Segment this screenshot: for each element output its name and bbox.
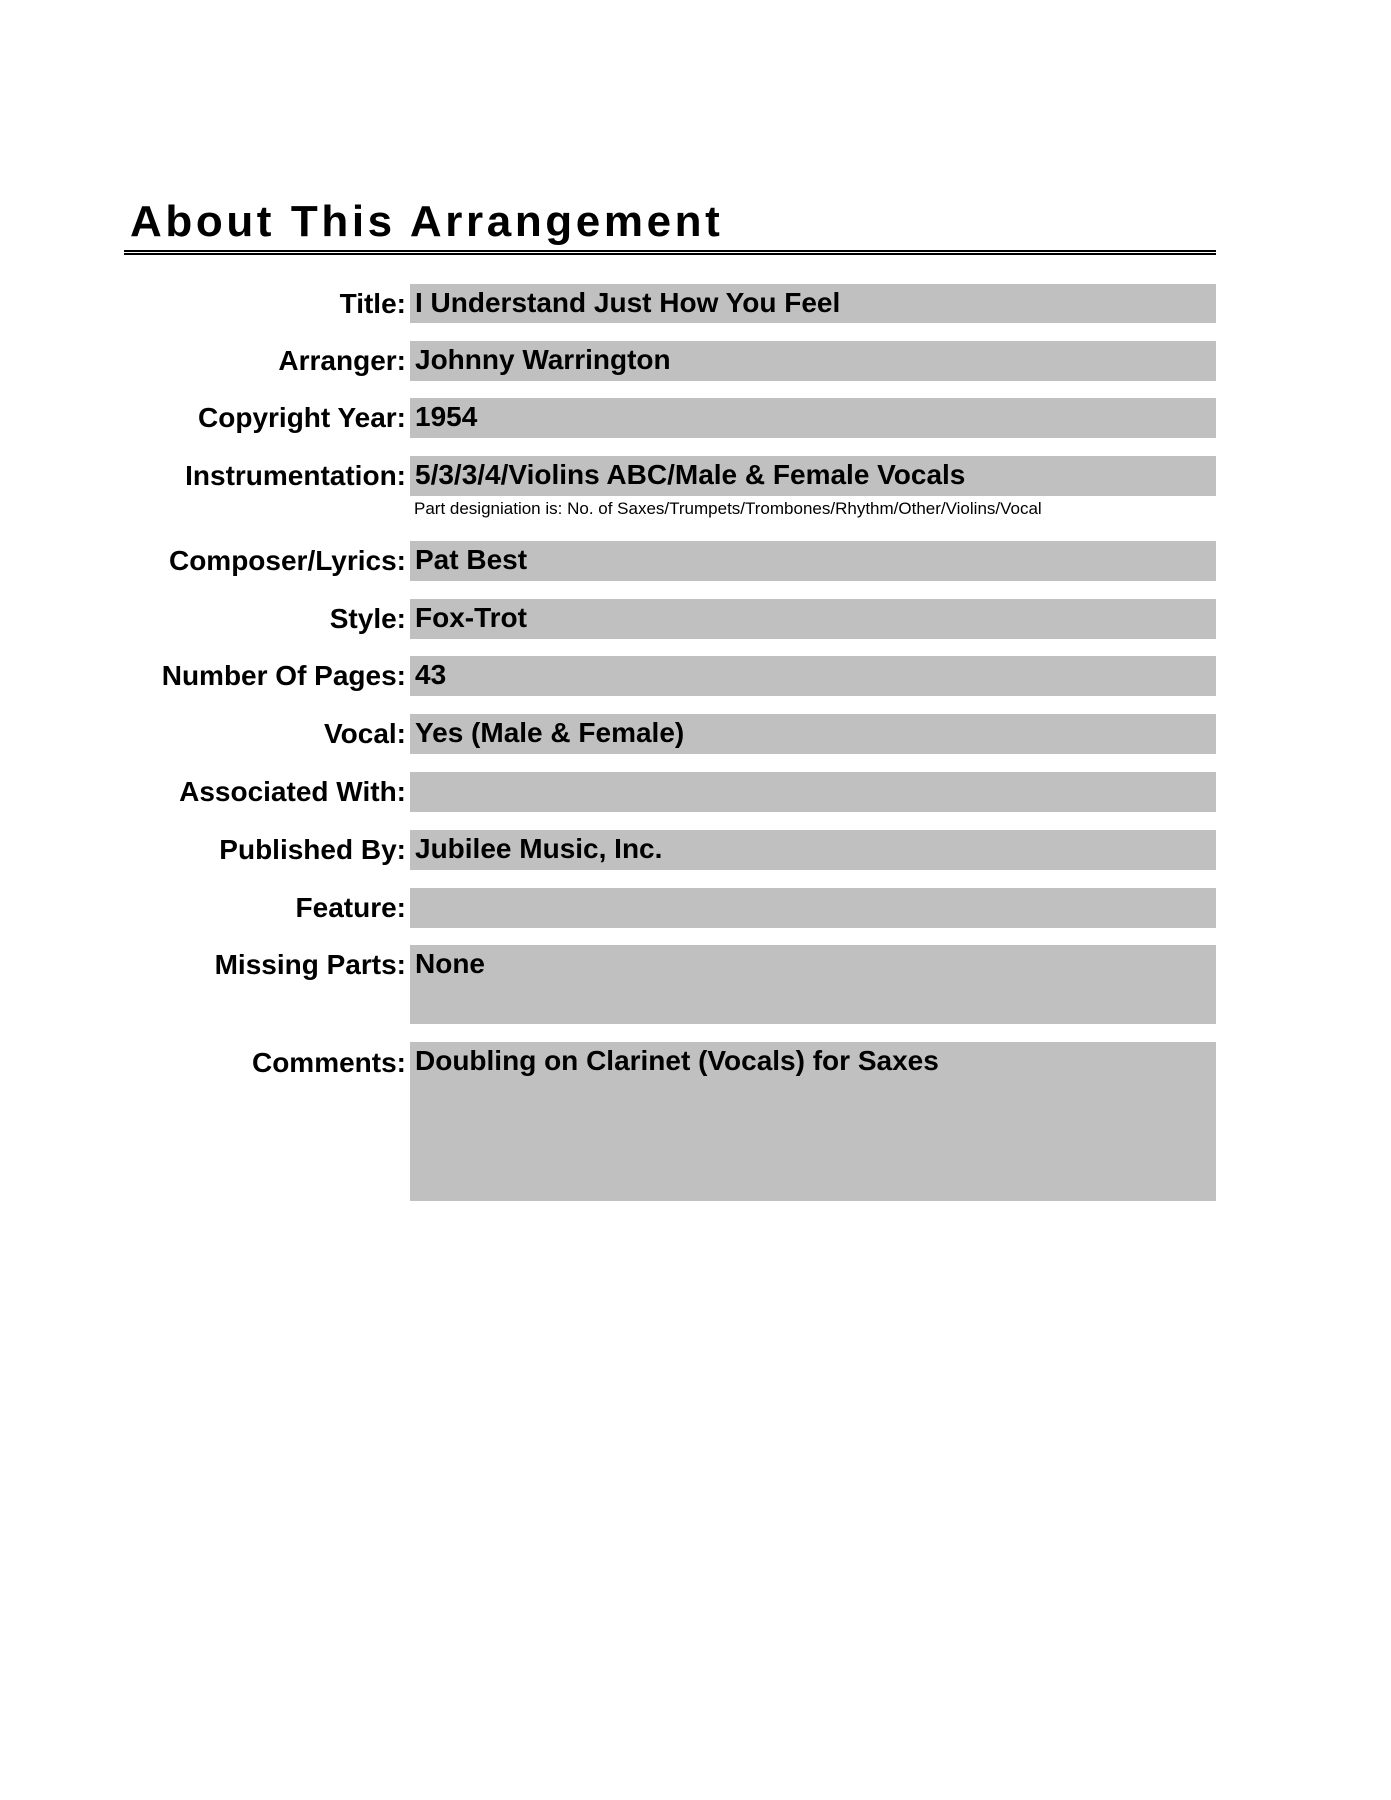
- instrumentation-label: Instrumentation:: [185, 460, 406, 491]
- title-field: I Understand Just How You Feel: [410, 284, 1216, 323]
- instrumentation-field: 5/3/3/4/Violins ABC/Male & Female Vocals: [410, 456, 1216, 496]
- vocal-label: Vocal:: [324, 718, 406, 749]
- copyright-year-field: 1954: [410, 398, 1216, 438]
- composer-lyrics-field: Pat Best: [410, 541, 1216, 581]
- title-label: Title:: [339, 288, 406, 319]
- style-label: Style:: [329, 603, 406, 634]
- vocal-field: Yes (Male & Female): [410, 714, 1216, 754]
- feature-field: [410, 888, 1216, 928]
- published-by-label: Published By:: [219, 834, 406, 865]
- number-of-pages-label: Number Of Pages:: [161, 660, 406, 691]
- composer-lyrics-label: Composer/Lyrics:: [168, 545, 406, 576]
- title-double-rule: [124, 250, 1216, 255]
- arranger-label: Arranger:: [278, 345, 406, 376]
- published-by-field: Jubilee Music, Inc.: [410, 830, 1216, 870]
- associated-with-field: [410, 772, 1216, 812]
- missing-parts-label: Missing Parts:: [214, 949, 406, 980]
- missing-parts-field: None: [410, 945, 1216, 1024]
- style-field: Fox-Trot: [410, 599, 1216, 639]
- number-of-pages-field: 43: [410, 656, 1216, 696]
- comments-label: Comments:: [251, 1047, 406, 1078]
- associated-with-label: Associated With:: [179, 776, 406, 807]
- comments-field: Doubling on Clarinet (Vocals) for Saxes: [410, 1042, 1216, 1201]
- copyright-year-label: Copyright Year:: [198, 402, 406, 433]
- arranger-field: Johnny Warrington: [410, 341, 1216, 381]
- instrumentation-note: Part designiation is: No. of Saxes/Trumpets/Trombones/Rhythm/Other/Violins/Vocal: [414, 499, 1042, 518]
- page-title: About This Arrangement: [130, 197, 724, 246]
- feature-label: Feature:: [295, 892, 406, 923]
